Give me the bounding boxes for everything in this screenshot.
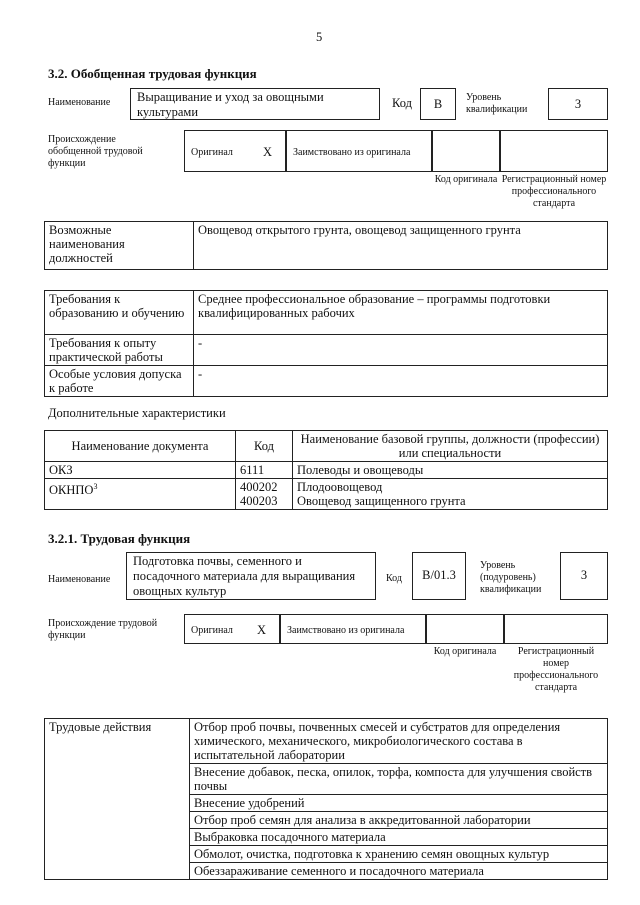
labor-action-item: Отбор проб почвы, почвенных смесей и субстратов для определения химического, механического, микробиологического состава в испытательной лаборатории <box>190 719 608 764</box>
name-label: Наименование <box>48 97 111 108</box>
col-document: Наименование документа <box>45 431 236 462</box>
code-oknpo-1: 400202 <box>240 480 278 494</box>
original-code-cell <box>432 130 500 172</box>
section-heading-3-2: 3.2. Обобщенная трудовая функция <box>48 66 257 81</box>
code-oknpo-2: 400203 <box>240 494 278 508</box>
code-label: Код <box>386 573 402 584</box>
labor-action-item: Внесение удобрений <box>190 795 608 812</box>
additional-heading: Дополнительные характеристики <box>48 406 226 420</box>
code-label: Код <box>392 96 412 110</box>
requirements-table <box>44 290 608 397</box>
registration-number-caption: Регистрационный номер профессионального стандарта <box>513 646 599 693</box>
labor-actions-label: Трудовые действия <box>45 719 190 880</box>
col-group-name: Наименование базовой группы, должности (профессии) или специальности <box>293 431 608 462</box>
positions-table <box>44 221 608 270</box>
positions-value: Овощевод открытого грунта, овощевод защищенного грунта <box>194 222 608 270</box>
level-value: 3 <box>548 88 608 120</box>
labor-action-item: Выбраковка посадочного материала <box>190 829 608 846</box>
requirement-value: Среднее профессиональное образование – программы подготовки квалифицированных рабочих <box>194 291 608 335</box>
labor-action-item: Обеззараживание семенного и посадочного материала <box>190 863 608 880</box>
labor-action-item: Отбор проб семян для анализа в аккредитованной лаборатории <box>190 812 608 829</box>
original-mark: X <box>263 145 273 159</box>
labor-action-item: Внесение добавок, песка, опилок, торфа, компоста для улучшения свойств почвы <box>190 764 608 795</box>
requirement-label: Особые условия допуска к работе <box>45 366 194 397</box>
original-label: Оригинал <box>191 147 233 158</box>
requirement-value: - <box>194 335 608 366</box>
generalized-function-name: Выращивание и уход за овощными культурами <box>130 88 380 120</box>
original-code-caption: Код оригинала <box>434 174 498 185</box>
borrowed-label: Заимствовано из оригинала <box>287 625 405 636</box>
borrowed-cell <box>280 614 426 644</box>
borrowed-cell <box>286 130 432 172</box>
code-value: B/01.3 <box>412 552 466 600</box>
requirement-label: Требования к опыту практической работы <box>45 335 194 366</box>
origin-label: Происхождение обобщенной трудовой функции <box>48 134 143 169</box>
labor-actions-table <box>44 718 608 880</box>
code-okz: 6111 <box>236 462 293 479</box>
origin-label: Происхождение трудовой функции <box>48 618 158 641</box>
level-value: 3 <box>560 552 608 600</box>
original-code-caption: Код оригинала <box>433 646 497 657</box>
level-label: Уровень квалификации <box>466 92 528 115</box>
level-label: Уровень (подуровень) квалификации <box>480 560 542 595</box>
positions-label: Возможные наименования должностей <box>45 222 194 270</box>
page-number: 5 <box>316 30 323 44</box>
original-cell <box>184 614 280 644</box>
code-value: B <box>420 88 456 120</box>
registration-number-cell <box>504 614 608 644</box>
name-oknpo-2: Овощевод защищенного грунта <box>297 494 466 508</box>
doc-oknpo <box>45 479 236 510</box>
additional-table <box>44 430 608 510</box>
borrowed-label: Заимствовано из оригинала <box>293 147 411 158</box>
original-mark: X <box>257 623 267 637</box>
original-code-cell <box>426 614 504 644</box>
footnote-mark: 3 <box>93 482 98 491</box>
original-label: Оригинал <box>191 625 233 636</box>
code-oknpo <box>236 479 293 510</box>
oknpo-text: ОКНПО <box>49 483 94 498</box>
section-heading-3-2-1: 3.2.1. Трудовая функция <box>48 531 191 546</box>
requirement-label: Требования к образованию и обучению <box>45 291 194 335</box>
name-okz: Полеводы и овощеводы <box>293 462 608 479</box>
name-oknpo <box>293 479 608 510</box>
name-oknpo-1: Плодоовощевод <box>297 480 383 494</box>
name-label: Наименование <box>48 574 111 585</box>
original-cell <box>184 130 286 172</box>
labor-function-name: Подготовка почвы, семенного и посадочного материала для выращивания овощных культур <box>126 552 376 600</box>
registration-number-caption: Регистрационный номер профессионального стандарта <box>501 174 607 209</box>
registration-number-cell <box>500 130 608 172</box>
col-code: Код <box>236 431 293 462</box>
doc-okz: ОКЗ <box>45 462 236 479</box>
labor-action-item: Обмолот, очистка, подготовка к хранению семян овощных культур <box>190 846 608 863</box>
requirement-value: - <box>194 366 608 397</box>
